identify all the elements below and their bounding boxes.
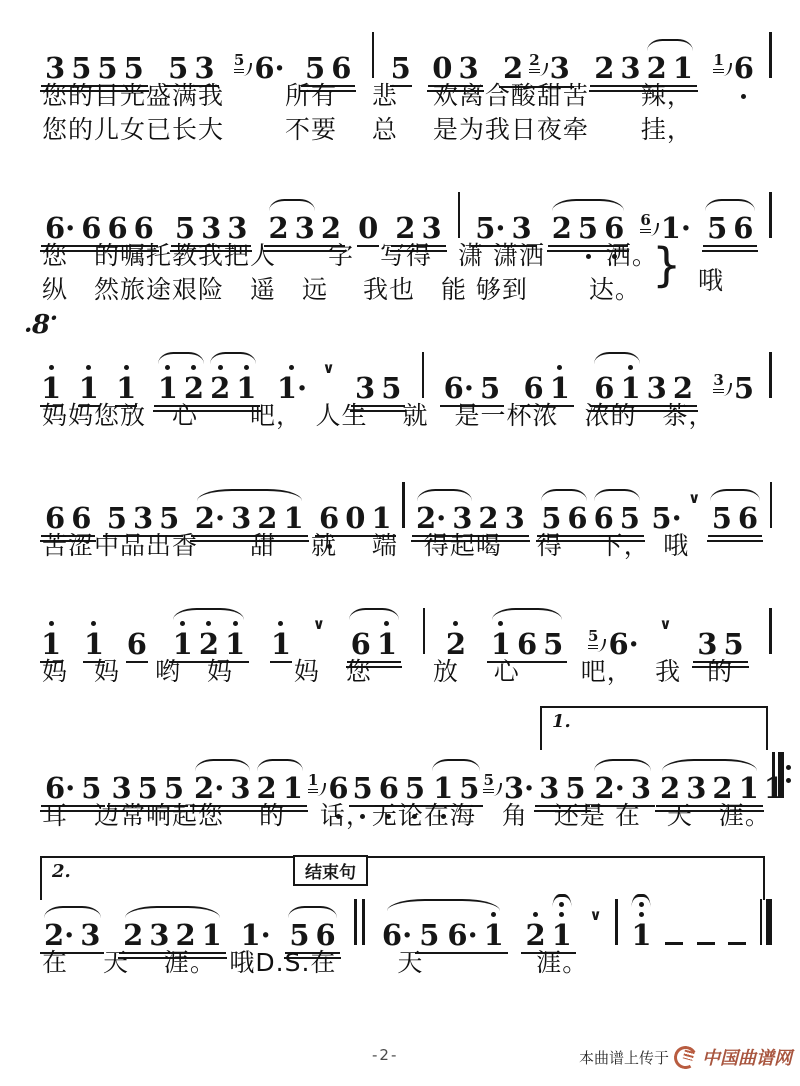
note-digit: 6· <box>45 771 76 805</box>
watermark <box>579 1044 792 1070</box>
volta-bracket <box>540 706 768 750</box>
grace-tie-icon <box>539 63 548 76</box>
octave-dot-above-icon <box>289 365 294 370</box>
octave-dot-above-icon <box>86 365 91 370</box>
note-digit: 3 <box>421 211 442 245</box>
octave-dot-above-icon <box>218 365 223 370</box>
barline <box>770 482 773 528</box>
note-digit: 3 <box>620 51 641 85</box>
breath-mark: ∨ <box>312 615 325 633</box>
note-digit: 2· <box>44 918 75 952</box>
note-digit: 3 <box>697 627 718 661</box>
note-digit: 5 <box>578 213 598 245</box>
note-digit: 3 <box>80 918 101 952</box>
system-4 <box>40 456 772 560</box>
note-digit: 2 <box>478 501 499 535</box>
note-digit: 0 <box>432 51 453 85</box>
volta-bracket <box>40 856 295 900</box>
dash <box>697 942 715 946</box>
note-digit: 2 <box>210 373 230 405</box>
note-digit: 6 <box>593 501 614 535</box>
note-digit: 2 <box>525 920 545 952</box>
note <box>713 373 754 406</box>
underline <box>702 213 758 252</box>
note-digit: 2· <box>594 771 625 805</box>
note-digit: 1 <box>491 629 511 661</box>
note <box>713 53 754 86</box>
note-digit: 5 <box>459 771 480 805</box>
note-digit: 1 <box>283 501 304 535</box>
note-digit: 1· <box>660 211 692 245</box>
note-digit: 6· <box>45 211 76 245</box>
barline <box>769 192 772 238</box>
note-digit: 1· <box>240 918 271 952</box>
ending-bracket <box>293 856 765 900</box>
lyrics-line: 您的儿女已长大 不要 总 是为我日夜牵 挂， <box>42 115 693 144</box>
octave-dot-above-icon <box>498 621 503 626</box>
site-name: 中国曲谱网 <box>702 1048 792 1069</box>
note-digit: 1 <box>552 920 572 952</box>
note <box>738 503 758 535</box>
note-digit: 1 <box>116 373 136 405</box>
note-digit: 3 <box>45 51 66 85</box>
dash <box>728 942 746 946</box>
note-digit: 3 <box>227 211 248 245</box>
octave-dot-above-icon <box>557 365 562 370</box>
note-digit: 1· <box>277 373 307 405</box>
lyrics-line: 苦涩中品出香 甜 就 端 得起喝 得 下， 哦 <box>42 531 690 560</box>
note-digit: 1 <box>225 629 245 661</box>
segno-icon: · 8 · <box>32 310 50 340</box>
note-digit: 5 <box>137 771 158 805</box>
grace-tie-icon <box>597 639 606 652</box>
breath-mark: ∨ <box>688 489 701 507</box>
grace-digit: 5 <box>483 771 494 789</box>
note-digit: 2 <box>712 771 733 805</box>
octave-dot-above-icon <box>165 365 170 370</box>
note-digit: 2 <box>256 771 277 805</box>
note-digit: 5 <box>174 211 196 245</box>
note-digit: 1 <box>236 373 256 405</box>
note-digit: 6 <box>737 501 759 535</box>
note-digit: 1 <box>763 771 784 805</box>
octave-dot-above-icon <box>124 365 129 370</box>
lyrics-line: 妈妈您放 心 吧， 人生 就 是一杯浓 浓的 茶， <box>42 401 715 430</box>
grace-tie-icon <box>723 63 732 76</box>
underline <box>708 503 762 537</box>
note-digit: 2 <box>123 918 144 952</box>
grace-digit: 2 <box>529 51 540 69</box>
system-1 <box>40 6 772 144</box>
note-digit: 6 <box>107 211 128 245</box>
note-digit: 5 <box>723 627 744 661</box>
fermata-dot-icon <box>639 902 644 907</box>
page-number: -2- <box>372 1046 399 1064</box>
note-digit: 1 <box>41 629 61 661</box>
note-digit: 2· <box>194 501 226 535</box>
grace-digit: 6 <box>640 211 651 229</box>
lyrics-line: 您 的嘱托教我把人 字 写得 潇 潇洒 洒。 <box>42 241 658 270</box>
site-logo-icon <box>671 1043 699 1071</box>
lyrics-line: 耳 边常响起您 的 话，无论在海 角 还是 在 天 涯。 <box>42 801 771 830</box>
system-2 <box>40 166 772 304</box>
double-barline <box>354 899 365 945</box>
note-digit: 6· <box>608 627 639 661</box>
note-digit: 6· <box>254 51 285 85</box>
note-digit: 3 <box>231 501 252 535</box>
barline <box>422 352 425 398</box>
note-digit: 5 <box>123 51 144 85</box>
note-digit: 1 <box>672 51 693 85</box>
note-digit: 2 <box>646 51 667 85</box>
note-digit: 0 <box>358 211 379 245</box>
octave-dot-above-icon <box>453 621 458 626</box>
note-digit: 5 <box>541 501 562 535</box>
note-digit: 3 <box>111 771 132 805</box>
note-digit: 2· <box>415 501 447 535</box>
note-digit: 1 <box>158 373 178 405</box>
note-digit: 1 <box>84 629 104 661</box>
grace-digit: 3 <box>713 371 724 389</box>
note-digit: 3 <box>149 918 170 952</box>
note-digit: 2 <box>551 211 572 245</box>
note-digit: 3 <box>511 211 532 245</box>
page-footer <box>0 1042 800 1082</box>
note-digit: 2 <box>594 51 615 85</box>
note-digit: 1 <box>550 373 570 405</box>
note-digit: 5· <box>475 211 506 245</box>
breath-mark: ∨ <box>659 615 672 633</box>
octave-dot-above-icon <box>533 912 538 917</box>
note-digit: 6 <box>328 773 348 805</box>
barline <box>402 482 405 528</box>
interjection-word: 哦 <box>698 266 724 295</box>
note-digit: 3 <box>686 771 707 805</box>
note-digit: 0 <box>345 501 366 535</box>
note-digit: 1 <box>371 501 392 535</box>
note-digit: 5 <box>565 771 586 805</box>
note-digit: 5· <box>651 501 682 535</box>
note-digit: 2 <box>672 371 693 405</box>
slur <box>707 503 763 542</box>
note-digit: 3 <box>458 51 479 85</box>
note-digit: 2 <box>503 51 524 85</box>
note-digit: 5 <box>381 371 402 405</box>
note-digit: 2 <box>660 771 681 805</box>
octave-dot-above-icon <box>49 365 54 370</box>
note-digit: 6 <box>567 501 588 535</box>
underline <box>703 213 757 247</box>
note-digit: 2· <box>194 771 225 805</box>
grace-digit: 5 <box>233 51 245 69</box>
note-digit: 6· <box>447 918 478 952</box>
note-digit: 2 <box>257 501 278 535</box>
note-digit: 5 <box>405 773 425 805</box>
lyrics-brace: } <box>652 238 682 292</box>
repeat-dot-icon <box>786 765 791 770</box>
octave-dot-above-icon <box>491 912 496 917</box>
breath-mark: ∨ <box>589 906 602 924</box>
note-digit: 6 <box>319 503 339 535</box>
barline <box>615 899 618 945</box>
grace-tie-icon <box>243 63 252 76</box>
dash <box>665 942 683 946</box>
octave-dot-above-icon <box>180 621 185 626</box>
barline <box>769 32 772 78</box>
note-digit: 1 <box>631 920 651 952</box>
grace-digit: 1 <box>713 51 724 69</box>
note <box>712 503 732 535</box>
barline <box>423 608 426 654</box>
note-digit: 6 <box>733 211 754 245</box>
note-digit: 6 <box>45 501 66 535</box>
octave-dot-above-icon <box>91 621 96 626</box>
grace-tie-icon <box>493 783 502 796</box>
note-digit: 6 <box>133 211 154 245</box>
octave-dot-above-icon <box>244 365 249 370</box>
note-digit: 6 <box>81 211 102 245</box>
note-digit: 6 <box>594 371 615 405</box>
note <box>707 213 727 245</box>
octave-dot-above-icon <box>49 621 54 626</box>
volta-label: 1. <box>552 711 571 732</box>
note-digit: 2 <box>175 918 196 952</box>
note-digit: 5 <box>419 918 440 952</box>
slur-group <box>704 213 756 245</box>
note-digit: 3 <box>132 501 154 535</box>
note-digit: 6 <box>350 627 371 661</box>
note-digit: 1 <box>484 920 504 952</box>
note-digit: 2 <box>268 211 289 245</box>
note-digit: 6 <box>315 918 336 952</box>
grace-tie-icon <box>317 783 326 796</box>
note-digit: 1 <box>41 373 61 405</box>
volta-label: 2. <box>52 861 71 882</box>
note-digit: 2 <box>184 373 204 405</box>
note-digit: 3 <box>194 51 215 85</box>
note-digit: 5 <box>390 51 411 85</box>
note-digit: 6 <box>331 51 352 85</box>
note-digit: 3 <box>452 501 473 535</box>
note-digit: 1 <box>282 771 303 805</box>
note-digit: 3· <box>503 771 535 805</box>
ending-label: 结束句 <box>293 855 368 886</box>
note-digit: 5 <box>543 627 564 661</box>
note-digit: 6 <box>379 773 399 805</box>
note-digit: 5 <box>159 501 180 535</box>
octave-dot-above-icon <box>191 365 196 370</box>
note-digit: 5 <box>619 501 640 535</box>
note-digit: 3 <box>549 51 570 85</box>
octave-dot-above-icon <box>233 621 238 626</box>
lyrics-line: 您的目光盛满我 所有 悲 欢离合酸甜苦 辣， <box>42 81 693 110</box>
system-6 <box>40 711 784 830</box>
note-digit: 3 <box>294 211 315 245</box>
note-digit: 3 <box>230 771 251 805</box>
note-digit: 5 <box>168 51 189 85</box>
note-digit: 2 <box>395 211 416 245</box>
note-digit: 5 <box>707 211 728 245</box>
octave-dot-above-icon <box>628 365 633 370</box>
octave-dot-above-icon <box>278 621 283 626</box>
note-digit: 6 <box>604 213 624 245</box>
octave-dot-above-icon <box>384 621 389 626</box>
grace-digit: 1 <box>307 771 319 789</box>
note-digit: 3 <box>539 771 560 805</box>
note-digit: 5 <box>479 371 501 405</box>
note-digit: 5 <box>81 771 102 805</box>
grace-tie-icon <box>723 383 732 396</box>
note-digit: 6 <box>126 627 147 661</box>
system-7 <box>40 861 772 977</box>
system-3 <box>32 310 772 430</box>
final-barline <box>760 899 772 945</box>
note-digit: 5 <box>106 501 127 535</box>
note-digit: 1 <box>738 771 759 805</box>
note-digit: 5 <box>289 918 310 952</box>
note-digit: 3 <box>504 501 525 535</box>
note-digit: 3 <box>630 771 651 805</box>
note-digit: 2 <box>199 629 219 661</box>
lyrics-line: 在 天 涯。 哦D.S.在 天 涯。 <box>42 948 589 977</box>
barline <box>458 192 461 238</box>
note-digit: 6 <box>734 53 754 85</box>
note-digit: 5 <box>305 51 326 85</box>
note-digit: 3 <box>355 371 376 405</box>
note-digit: 3 <box>646 371 667 405</box>
note-digit: 1 <box>377 629 397 661</box>
octave-dot-above-icon <box>639 912 644 917</box>
lyrics-line: 妈 妈 哟 妈 妈 您 放 心 吧， 我 的 <box>42 657 734 686</box>
note <box>733 213 753 245</box>
note-digit: 5 <box>711 501 732 535</box>
note-digit: 6 <box>71 501 92 535</box>
note-digit: 1 <box>173 629 193 661</box>
barline <box>769 608 772 654</box>
watermark-upload-text: 本曲谱上传于 <box>578 1048 669 1067</box>
note-digit: 6· <box>443 371 474 405</box>
breath-mark: ∨ <box>322 359 335 377</box>
system-5 <box>40 582 772 686</box>
note-digit: 5 <box>71 51 92 85</box>
barline <box>769 352 772 398</box>
note-digit: 1 <box>79 373 99 405</box>
octave-dot-above-icon <box>559 912 564 917</box>
note-digit: 1 <box>620 373 640 405</box>
note-digit: 5 <box>353 773 373 805</box>
note-digit: 2 <box>446 629 466 661</box>
note-digit: 3 <box>201 211 222 245</box>
note-digit: 6 <box>516 627 538 661</box>
note-digit: 5 <box>97 51 118 85</box>
lyrics-line: 纵 然旅途艰险 遥 远 我也 能 够到 达。 <box>42 275 641 304</box>
note-digit: 1 <box>433 773 453 805</box>
note-digit: 5 <box>733 371 754 405</box>
note-digit: 6· <box>381 918 413 952</box>
underline <box>707 503 763 542</box>
note-digit: 1 <box>271 629 291 661</box>
note-digit: 2 <box>320 211 342 245</box>
note-digit: 6 <box>523 371 544 405</box>
octave-dot-above-icon <box>206 621 211 626</box>
barline <box>372 32 375 78</box>
slur-group <box>709 503 761 535</box>
note <box>631 920 651 952</box>
grace-tie-icon <box>650 223 659 236</box>
note-digit: 1 <box>201 918 222 952</box>
slur <box>702 213 758 252</box>
note-digit: 5 <box>163 771 185 805</box>
octave-dot-below-icon <box>741 94 746 99</box>
grace-digit: 5 <box>588 627 599 645</box>
repeat-dot-icon <box>786 778 791 783</box>
